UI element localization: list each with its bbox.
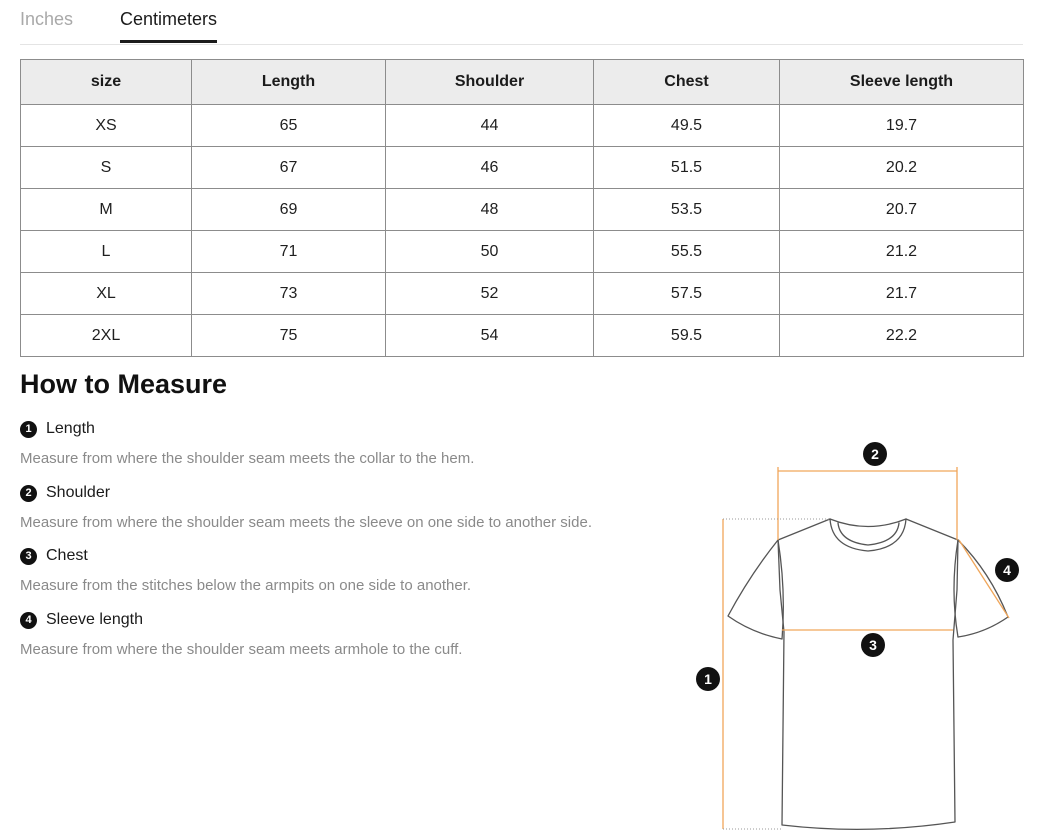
cell-chest: 59.5 — [594, 315, 780, 357]
cell-length: 69 — [192, 189, 386, 231]
marker-1: 1 — [704, 671, 712, 687]
table-row — [21, 189, 1024, 231]
cell-length: 65 — [192, 105, 386, 147]
diagram-markers — [696, 442, 1019, 691]
number-2-icon: 2 — [20, 485, 37, 502]
measure-description: Measure from where the shoulder seam meets the sleeve on one side to another side. — [20, 514, 592, 531]
cell-size: XL — [21, 273, 192, 315]
measure-label: Sleeve length — [46, 611, 143, 628]
size-table — [20, 59, 1024, 357]
number-3-icon: 3 — [20, 548, 37, 565]
cell-sleeve-length: 21.7 — [780, 273, 1024, 315]
cell-sleeve-length: 21.2 — [780, 231, 1024, 273]
table-row — [21, 273, 1024, 315]
cell-shoulder: 46 — [386, 147, 594, 189]
unit-tabs — [20, 0, 1023, 45]
column-header-size: size — [21, 60, 192, 105]
cell-size: L — [21, 231, 192, 273]
measure-description: Measure from where the shoulder seam meets armhole to the cuff. — [20, 641, 463, 658]
cell-shoulder: 50 — [386, 231, 594, 273]
measure-description: Measure from the stitches below the armpits on one side to another. — [20, 577, 472, 594]
tshirt-diagram-icon — [690, 435, 1030, 835]
cell-sleeve-length: 20.2 — [780, 147, 1024, 189]
cell-chest: 53.5 — [594, 189, 780, 231]
column-header-sleeve-length: Sleeve length — [780, 60, 1024, 105]
cell-shoulder: 44 — [386, 105, 594, 147]
cell-length: 75 — [192, 315, 386, 357]
table-row — [21, 231, 1024, 273]
cell-shoulder: 54 — [386, 315, 594, 357]
cell-shoulder: 48 — [386, 189, 594, 231]
measure-item-chest — [20, 545, 471, 594]
measure-item-sleeve-length — [20, 609, 462, 658]
cell-size: XS — [21, 105, 192, 147]
column-header-chest: Chest — [594, 60, 780, 105]
how-to-measure-title: How to Measure — [20, 369, 228, 399]
cell-chest: 55.5 — [594, 231, 780, 273]
cell-length: 73 — [192, 273, 386, 315]
table-row — [21, 105, 1024, 147]
table-row — [21, 147, 1024, 189]
measure-label: Length — [46, 420, 95, 437]
cell-size: S — [21, 147, 192, 189]
cell-chest: 57.5 — [594, 273, 780, 315]
cell-sleeve-length: 19.7 — [780, 105, 1024, 147]
cell-sleeve-length: 22.2 — [780, 315, 1024, 357]
column-header-length: Length — [192, 60, 386, 105]
cell-length: 71 — [192, 231, 386, 273]
measure-label: Shoulder — [46, 484, 111, 501]
marker-4: 4 — [1003, 562, 1011, 578]
column-header-shoulder: Shoulder — [386, 60, 594, 105]
table-header-row — [21, 60, 1024, 105]
cell-shoulder: 52 — [386, 273, 594, 315]
measure-item-shoulder — [20, 482, 592, 531]
marker-3: 3 — [869, 637, 877, 653]
tab-centimeters[interactable]: Centimeters — [120, 9, 217, 43]
cell-length: 67 — [192, 147, 386, 189]
cell-chest: 51.5 — [594, 147, 780, 189]
cell-sleeve-length: 20.7 — [780, 189, 1024, 231]
measure-label: Chest — [46, 547, 88, 564]
tab-inches[interactable]: Inches — [20, 9, 74, 29]
cell-size: 2XL — [21, 315, 192, 357]
guide-lines — [723, 519, 830, 829]
table-row — [21, 315, 1024, 357]
measure-item-length — [20, 418, 474, 467]
tshirt-outline — [728, 519, 1008, 829]
cell-chest: 49.5 — [594, 105, 780, 147]
marker-2: 2 — [871, 446, 879, 462]
measure-description: Measure from where the shoulder seam meets the collar to the hem. — [20, 450, 475, 467]
number-4-icon: 4 — [20, 612, 37, 629]
number-1-icon: 1 — [20, 421, 37, 438]
cell-size: M — [21, 189, 192, 231]
